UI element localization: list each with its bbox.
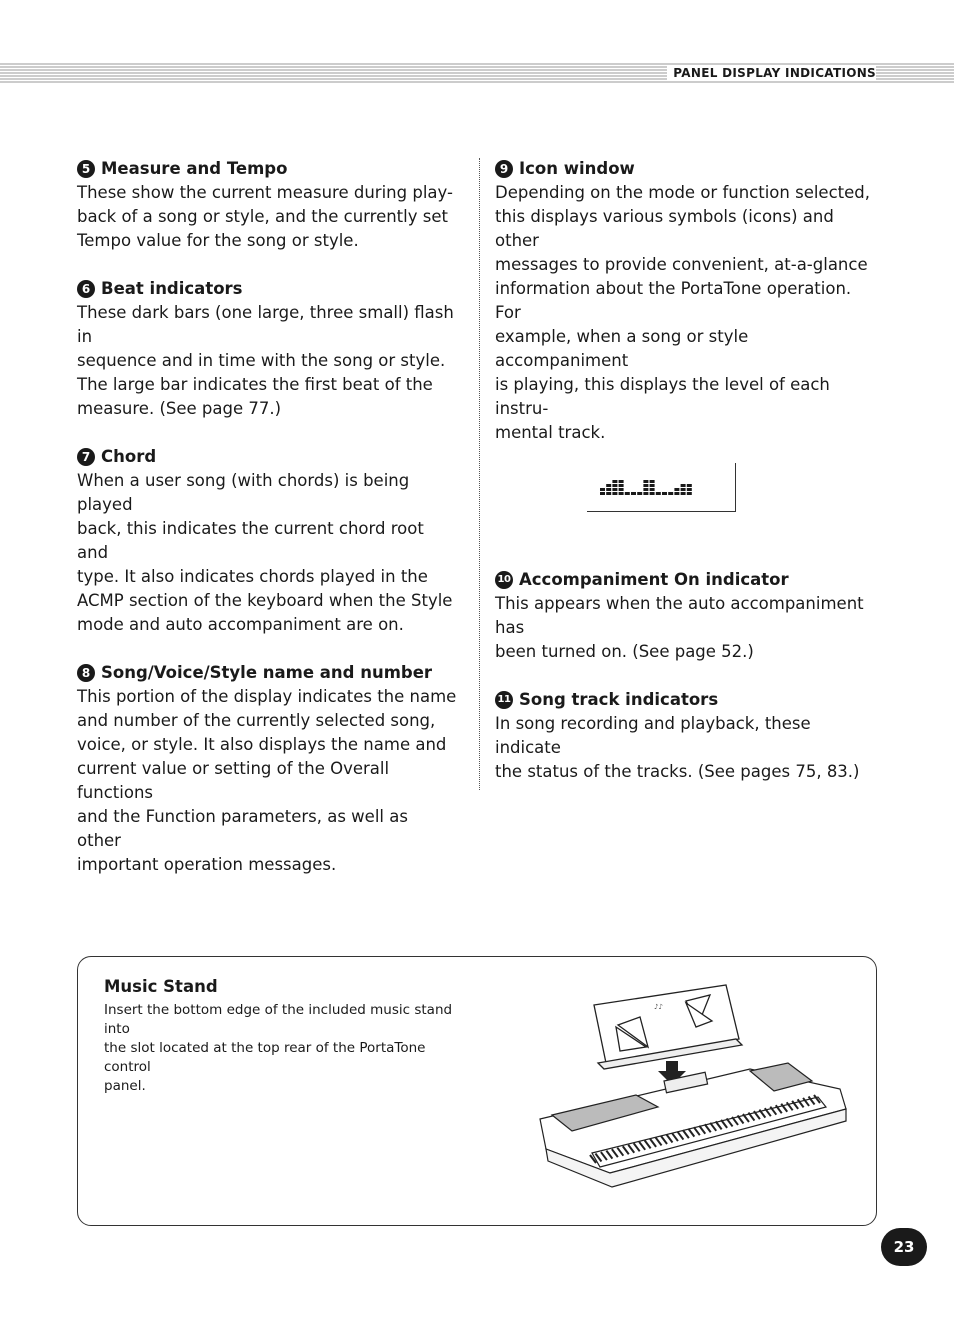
level-bar-segment [631,492,636,495]
level-bar-segment [619,492,624,495]
section-heading: Chord [101,447,157,466]
section-heading: Icon window [519,159,635,178]
track-level-meter-illustration [587,463,736,512]
level-bar-segment [612,488,617,491]
level-bar-segment [650,492,655,495]
section-number-badge: 11 [495,691,513,709]
section-song-track-indicators [495,688,880,784]
section-accompaniment-on [495,568,880,664]
level-bar-segment [687,488,692,491]
level-bar-segment [662,492,667,495]
level-bar-segment [656,492,661,495]
level-bar-segment [606,488,611,491]
svg-text:♪♪: ♪♪ [654,1003,663,1011]
level-bar-segment [643,484,648,487]
section-song-voice-style [77,661,457,877]
section-number-badge: 10 [495,571,513,589]
left-column [77,157,457,901]
music-stand-icon [594,985,742,1069]
page-number-badge: 23 [881,1228,927,1266]
level-bar-segment [600,488,605,491]
section-heading: Beat indicators [101,279,243,298]
level-bar-segment [681,492,686,495]
section-heading: Accompaniment On indicator [519,570,789,589]
music-stand-instructions: Insert the bottom edge of the included music stand into the slot located at the top rear of the PortaTone control panel. [104,1002,453,1094]
section-body: These show the current measure during play- back of a song or style, and the currently set Tempo value for the song or style. [77,183,453,250]
level-bar-segment [687,492,692,495]
section-body: When a user song (with chords) is being played back, this indicates the current chord root and type. It also indicates chords played in the ACMP section of the keyboard when the Style mode and auto accompaniment are on. [77,471,453,634]
level-bar-segment [650,480,655,483]
level-bar-segment [650,488,655,491]
level-bar-segment [625,492,630,495]
music-stand-title: Music Stand [104,977,218,996]
level-bar-segment [619,480,624,483]
level-bar-segment [637,492,642,495]
section-measure-tempo [77,157,457,253]
section-heading: Song/Voice/Style name and number [101,663,433,682]
level-bar-segment [643,492,648,495]
level-bar-segment [643,480,648,483]
level-bar-segment [681,488,686,491]
section-body: In song recording and playback, these indicate the status of the tracks. (See pages 75, 83.) [495,714,860,781]
section-body: These dark bars (one large, three small) flash in sequence and in time with the song or style. The large bar indicates the first beat of the measure. (See page 77.) [77,303,454,418]
level-bar-segment [612,480,617,483]
level-bar-segment [668,492,673,495]
section-number-badge: 9 [495,160,513,178]
level-bar-segment [612,492,617,495]
keyboard-icon [540,1063,846,1187]
right-column [495,157,880,808]
level-bar-segment [643,488,648,491]
section-number-badge: 6 [77,280,95,298]
level-bar-segment [681,484,686,487]
level-bar-segment [674,492,679,495]
section-number-badge: 8 [77,664,95,682]
keyboard-music-stand-illustration [536,977,856,1207]
section-beat-indicators [77,277,457,421]
level-bar-segment [619,484,624,487]
page-header-title: PANEL DISPLAY INDICATIONS [667,66,876,80]
column-divider [479,158,480,790]
level-bar-segment [674,488,679,491]
section-body: Depending on the mode or function selected, this displays various symbols (icons) and other messages to provide convenient, at-a-glance information about the PortaTone operation. For example, when a song or style accompaniment is playing, this displays the level of each instru- mental track. [495,183,870,442]
section-heading: Measure and Tempo [101,159,288,178]
section-heading: Song track indicators [519,690,719,709]
level-meter-icon [587,463,735,511]
section-body: This portion of the display indicates the name and number of the currently selected song, voice, or style. It also displays the name and current value or setting of the Overall functions and the Function parameters, as well as other important operation messages. [77,687,457,874]
level-bar-segment [619,488,624,491]
section-icon-window [495,157,880,445]
section-body: This appears when the auto accompaniment has been turned on. (See page 52.) [495,594,864,661]
section-number-badge: 5 [77,160,95,178]
music-stand-callout [77,956,877,1226]
level-bar-segment [650,484,655,487]
level-bar-segment [606,492,611,495]
section-number-badge: 7 [77,448,95,466]
section-chord [77,445,457,637]
level-bar-segment [612,484,617,487]
level-bar-segment [600,492,605,495]
level-bar-segment [606,484,611,487]
level-bar-segment [687,484,692,487]
